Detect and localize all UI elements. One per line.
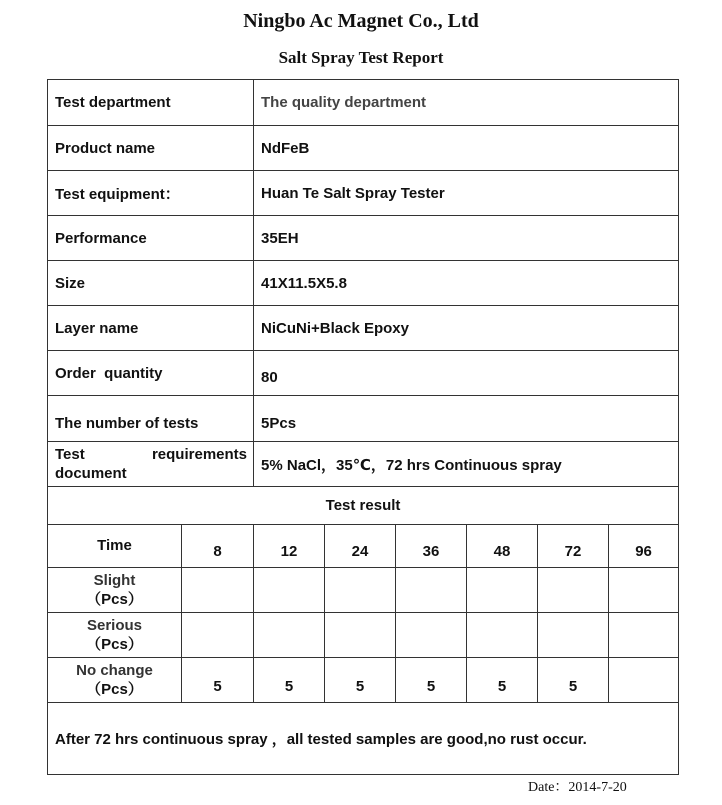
- requirements-word-requirements: requirements: [151, 446, 248, 463]
- report-date: Date：2014-7-20: [528, 780, 627, 795]
- row-label-slight: [48, 568, 182, 613]
- time-header-cell: 24: [325, 525, 396, 568]
- test-result-title: Test result: [48, 487, 679, 525]
- row-order-quantity: [48, 351, 679, 396]
- result-cell: [182, 568, 254, 613]
- label-order-quantity: Order quantity: [48, 351, 254, 396]
- label-requirements: [48, 442, 254, 487]
- time-header-cell: 8: [182, 525, 254, 568]
- conclusion-text: After 72 hrs continuous spray ，all tested samples are good,no rust occur.: [48, 703, 679, 775]
- row-product-name: [48, 126, 679, 171]
- row-layer-name: [48, 306, 679, 351]
- result-cell: [609, 568, 679, 613]
- result-cell: 5: [538, 658, 609, 703]
- result-cell: [325, 613, 396, 658]
- label-size: Size: [48, 261, 254, 306]
- time-header-cell: 96: [609, 525, 679, 568]
- label-performance: Performance: [48, 216, 254, 261]
- value-test-equipment: Huan Te Salt Spray Tester: [254, 171, 679, 216]
- row-label-unit: （Pcs）: [86, 636, 143, 653]
- row-conclusion: [48, 703, 679, 775]
- time-header-cell: 48: [467, 525, 538, 568]
- row-label-unit: （Pcs）: [86, 681, 143, 698]
- result-cell: [254, 568, 325, 613]
- result-cell: [538, 613, 609, 658]
- result-cell: 5: [254, 658, 325, 703]
- report-table: [47, 79, 679, 775]
- requirements-word-test: Test: [55, 446, 85, 463]
- result-cell: 5: [325, 658, 396, 703]
- row-time-header: [48, 525, 679, 568]
- value-number-of-tests: 5Pcs: [254, 396, 679, 442]
- label-test-equipment: Test equipment：: [48, 171, 254, 216]
- requirements-word-document: document: [55, 465, 127, 482]
- row-label-serious: [48, 613, 182, 658]
- row-test-result-title: [48, 487, 679, 525]
- result-cell: [609, 658, 679, 703]
- result-cell: 5: [396, 658, 467, 703]
- label-test-department: Test department: [48, 80, 254, 126]
- result-cell: [182, 613, 254, 658]
- value-order-quantity: 80: [254, 351, 679, 396]
- result-cell: [396, 613, 467, 658]
- requirements-label-line: [55, 445, 253, 464]
- label-number-of-tests: The number of tests: [48, 396, 254, 442]
- row-label-name: No change: [76, 662, 153, 679]
- row-size: [48, 261, 679, 306]
- time-header-cell: 72: [538, 525, 609, 568]
- row-requirements: [48, 442, 679, 487]
- result-cell: [325, 568, 396, 613]
- value-layer-name: NiCuNi+Black Epoxy: [254, 306, 679, 351]
- result-cell: [609, 613, 679, 658]
- row-performance: [48, 216, 679, 261]
- row-slight: [48, 568, 679, 613]
- result-cell: [467, 568, 538, 613]
- value-size: 41X11.5X5.8: [254, 261, 679, 306]
- row-label-name: Slight: [93, 572, 136, 589]
- row-test-equipment: [48, 171, 679, 216]
- label-product-name: Product name: [48, 126, 254, 171]
- result-cell: [396, 568, 467, 613]
- result-cell: 5: [467, 658, 538, 703]
- result-cell: 5: [182, 658, 254, 703]
- row-label-unit: （Pcs）: [86, 591, 143, 608]
- row-number-of-tests: [48, 396, 679, 442]
- label-layer-name: Layer name: [48, 306, 254, 351]
- time-header-cell: 36: [396, 525, 467, 568]
- row-label-no-change: [48, 658, 182, 703]
- row-no-change: [48, 658, 679, 703]
- result-cell: [467, 613, 538, 658]
- report-title: Salt Spray Test Report: [278, 48, 444, 67]
- result-cell: [254, 613, 325, 658]
- time-header-label: Time: [48, 525, 182, 568]
- value-requirements: 5% NaCl，35℃，72 hrs Continuous spray: [254, 442, 679, 487]
- value-test-department: The quality department: [254, 80, 679, 126]
- result-cell: [538, 568, 609, 613]
- time-header-cell: 12: [254, 525, 325, 568]
- value-performance: 35EH: [254, 216, 679, 261]
- company-name: Ningbo Ac Magnet Co., Ltd: [243, 10, 479, 32]
- row-serious: [48, 613, 679, 658]
- row-label-name: Serious: [86, 617, 143, 634]
- value-product-name: NdFeB: [254, 126, 679, 171]
- row-test-department: [48, 80, 679, 126]
